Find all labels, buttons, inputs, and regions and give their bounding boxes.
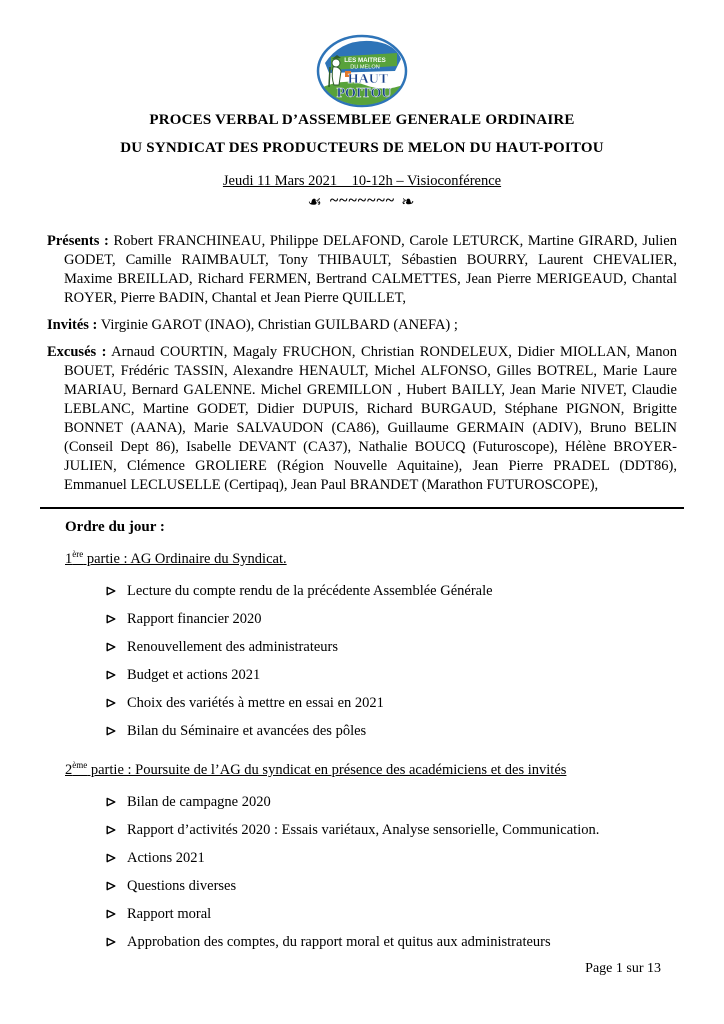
arrowhead-bullet-icon <box>106 935 116 952</box>
logo-banner-line1: LES MAITRES <box>344 57 386 64</box>
attendance-paragraph <box>47 232 677 308</box>
agenda-item <box>106 639 677 656</box>
arrowhead-bullet-icon <box>106 907 116 924</box>
part2-title: partie : Poursuite de l’AG du syndicat en présence des académiciens et des invités <box>87 761 567 778</box>
agenda-item-label: Bilan de campagne 2020 <box>127 793 271 810</box>
arrowhead-bullet-icon <box>106 696 116 713</box>
agenda-part1-list <box>65 583 677 740</box>
agenda-part1-heading <box>65 549 677 568</box>
section-divider <box>40 507 684 509</box>
arrowhead-bullet-icon <box>106 640 116 657</box>
part1-title: partie : AG Ordinaire du Syndicat. <box>83 550 287 567</box>
attendance-label: Invités : <box>47 317 98 333</box>
agenda-item <box>106 667 677 684</box>
arrowhead-bullet-icon <box>106 724 116 741</box>
agenda-item <box>106 583 677 600</box>
agenda-item-label: Choix des variétés à mettre en essai en 2021 <box>127 694 384 711</box>
agenda-item <box>106 934 677 951</box>
logo-name-line1: HAUT <box>347 72 389 87</box>
agenda-item-label: Lecture du compte rendu de la précédente Assemblée Générale <box>127 582 493 599</box>
agenda-item <box>106 695 677 712</box>
attendance-names: Virginie GAROT (INAO), Christian GUILBARD (ANEFA) ; <box>100 317 458 333</box>
ornament-right-fleuron: ❧ <box>401 194 417 211</box>
agenda-item-label: Rapport d’activités 2020 : Essais variétaux, Analyse sensorielle, Communication. <box>127 821 600 838</box>
attendance-paragraph <box>47 343 677 495</box>
page-number: Page 1 sur 13 <box>585 961 661 976</box>
attendance-label: Présents : <box>47 233 109 249</box>
attendance-paragraph <box>47 316 677 335</box>
arrowhead-bullet-icon <box>106 851 116 868</box>
agenda-item <box>106 723 677 740</box>
part2-number: 2 <box>65 761 73 778</box>
agenda-part2-list <box>65 794 677 951</box>
arrowhead-bullet-icon <box>106 823 116 840</box>
agenda-item-label: Actions 2021 <box>127 849 205 866</box>
arrowhead-bullet-icon <box>106 879 116 896</box>
agenda-item <box>106 850 677 867</box>
attendance-names: Robert FRANCHINEAU, Philippe DELAFOND, Carole LETURCK, Martine GIRARD, Julien GODET, Camille RAIMBAULT, Tony THIBAULT, Sébastien BOURRY, Laurent CHEVALIER, Maxime BREILLAD, Richard FERMEN, Bertrand CALMETTES, Jean Pierre MERIGEAUD, Chantal ROYER, Pierre BADIN, Chantal et Jean Pierre QUILLET, <box>64 233 677 306</box>
agenda-item <box>106 794 677 811</box>
attendance-label: Excusés : <box>47 344 107 360</box>
logo-banner-line2: DU MELON <box>350 64 380 71</box>
logo-name-line2: POITOU <box>336 86 392 101</box>
agenda-part2-heading <box>65 760 677 779</box>
agenda-section <box>47 519 677 951</box>
agenda-item <box>106 878 677 895</box>
part1-ordinal: ère <box>72 549 84 559</box>
arrowhead-bullet-icon <box>106 668 116 685</box>
logo-graphic <box>315 33 409 109</box>
agenda-item-label: Renouvellement des administrateurs <box>127 638 339 655</box>
agenda-item-label: Approbation des comptes, du rapport moral et quitus aux administrateurs <box>127 933 551 950</box>
document-title-line1: PROCES VERBAL D’ASSEMBLEE GENERALE ORDINAIRE <box>149 112 575 128</box>
part2-ordinal: ème <box>72 759 88 770</box>
ornament-tildes: ~~~~~~~ <box>329 192 396 209</box>
agenda-item <box>106 906 677 923</box>
agenda-item <box>106 611 677 628</box>
haut-poitou-logo <box>315 33 409 114</box>
meeting-date-line: Jeudi 11 Mars 2021 10-12h – Visioconférence <box>222 173 502 189</box>
ornament-divider <box>47 192 677 212</box>
agenda-item-label: Rapport moral <box>127 905 212 922</box>
agenda-item-label: Budget et actions 2021 <box>127 666 261 683</box>
agenda-item <box>106 822 677 839</box>
ornament-left-fleuron: ☙ <box>307 194 324 211</box>
part1-number: 1 <box>65 550 73 567</box>
agenda-heading: Ordre du jour : <box>65 519 165 535</box>
agenda-item-label: Rapport financier 2020 <box>127 610 262 627</box>
agenda-item-label: Bilan du Séminaire et avancées des pôles <box>127 722 367 739</box>
attendance-section <box>47 232 677 495</box>
arrowhead-bullet-icon <box>106 612 116 629</box>
agenda-item-label: Questions diverses <box>127 877 237 894</box>
document-body <box>47 112 677 971</box>
attendance-names: Arnaud COURTIN, Magaly FRUCHON, Christian RONDELEUX, Didier MIOLLAN, Manon BOUET, Frédéric TASSIN, Alexandre HENAULT, Michel ALFONSO, Gilles BOTREL, Marie Laure MARIAU, Bernard GALENNE. Michel GREMILLON , Hubert BAILLY, Jean Marie NIVET, Claudie LEBLANC, Martine GODET, Didier DUPUIS, Richard BURGAUD, Stéphane PIGNON, Brigitte BONNET (AANA), Marie SALVAUDON (CA86), Guillaume GERMAIN (ADIV), Bruno BELIN (Conseil Dept 86), Isabelle DEVANT (CA37), Nathalie BOUCQ (Futuroscope), Hélène BROYER-JULIEN, Clémence GROLIERE (Région Nouvelle Aquitaine), Jean Pierre PRADEL (DDT86), Emmanuel LECLUSELLE (Certipaq), Jean Paul BRANDET (Marathon FUTUROSCOPE), <box>64 344 677 493</box>
arrowhead-bullet-icon <box>106 795 116 812</box>
document-title-line2: DU SYNDICAT DES PRODUCTEURS DE MELON DU HAUT-POITOU <box>120 140 604 156</box>
arrowhead-bullet-icon <box>106 584 116 601</box>
